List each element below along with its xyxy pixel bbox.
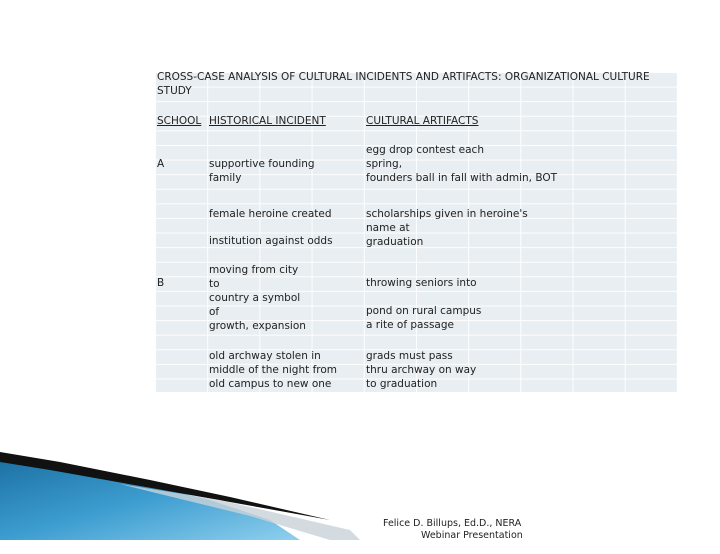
footer-credit (383, 506, 523, 554)
row-2-incident-line1: female heroine created (209, 208, 332, 220)
row-b-incident: moving from city to country a symbol of growth, expansion (209, 264, 306, 332)
row-b-artifact-line2: pond on rural campus a rite of passage (366, 305, 482, 331)
footer-author: Felice D. Billups, Ed.D., NERA (383, 518, 522, 529)
header-school: SCHOOL (157, 115, 202, 127)
row-4-incident: old archway stolen in middle of the night from old campus to new one (209, 350, 337, 390)
row-b-artifact-line1: throwing seniors into (366, 277, 477, 289)
row-2-artifact: scholarships given in heroine's name at graduation (366, 208, 528, 248)
header-historical-incident: HISTORICAL INCIDENT (209, 115, 326, 127)
row-b-school: B (157, 277, 165, 289)
row-a-incident: supportive founding family (209, 158, 315, 184)
row-a-school: A (157, 158, 165, 170)
footer-presentation: Webinar Presentation (421, 530, 523, 541)
row-4-artifact: grads must pass thru archway on way to graduation (366, 350, 477, 390)
table-title: CROSS-CASE ANALYSIS OF CULTURAL INCIDENTS AND ARTIFACTS: ORGANIZATIONAL CULTURE STUDY (157, 71, 650, 97)
row-2-incident-line2: institution against odds (209, 235, 333, 247)
row-a-artifact: egg drop contest each spring, founders ball in fall with admin, BOT (366, 144, 558, 184)
header-cultural-artifacts: CULTURAL ARTIFACTS (366, 115, 479, 127)
